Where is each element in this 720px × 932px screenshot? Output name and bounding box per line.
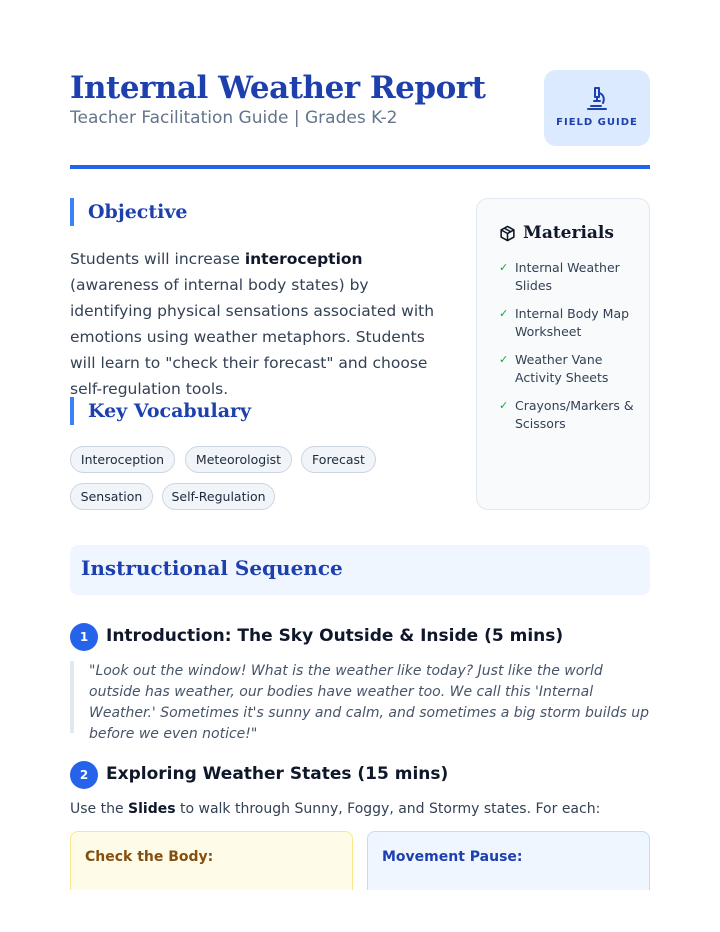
microscope-icon: [585, 85, 609, 111]
page-header: [70, 70, 650, 170]
materials-item: ✓ Internal Body Map Worksheet: [499, 306, 630, 339]
check-the-body-card: [70, 831, 353, 893]
step-number-1: 1: [70, 623, 98, 651]
header-divider: [70, 165, 650, 169]
vocab-chip-forecast: Forecast: [301, 446, 376, 473]
step-title-2: Exploring Weather States (15 mins): [106, 764, 449, 784]
objective-text: Students will increase interoception (awareness of internal body states) by identifying physical sensations associated with emotions using weather metaphors. Students will learn to "check their forecast" and choose self-regulation tools.: [70, 250, 435, 398]
step-2-intro: Use the Slides to walk through Sunny, Foggy, and Stormy states. For each:: [70, 801, 601, 817]
card-label: Check the Body:: [85, 849, 214, 865]
step-title-1: Introduction: The Sky Outside & Inside (5 mins): [106, 626, 564, 646]
materials-panel: Materials ✓ Internal Weather Slides ✓ Internal Body Map Worksheet ✓ Weather Vane Activity Sheets ✓ Crayons/Markers & Scissors: [476, 198, 650, 510]
objective-keyword: interoception: [244, 250, 363, 268]
page-title: Internal Weather Report: [70, 70, 486, 106]
page-subtitle: Teacher Facilitation Guide | Grades K-2: [70, 108, 398, 128]
materials-item: ✓ Weather Vane Activity Sheets: [499, 352, 609, 385]
badge-label: FIELD GUIDE: [556, 117, 638, 128]
vocab-chip-sensation: Sensation: [70, 483, 153, 510]
page-bottom-mask: [0, 890, 720, 932]
check-icon: ✓: [499, 307, 509, 320]
sequence-heading: Instructional Sequence: [81, 556, 343, 580]
materials-item: ✓ Crayons/Markers & Scissors: [499, 398, 634, 431]
check-icon: ✓: [499, 353, 509, 366]
card-label: Movement Pause:: [382, 849, 523, 865]
instructional-sequence-banner: [70, 545, 650, 595]
vocab-chip-self-regulation: Self-Regulation: [162, 483, 275, 510]
box-icon: [499, 225, 516, 242]
step-number-2: 2: [70, 761, 98, 789]
objective-heading: Objective: [70, 198, 188, 226]
vocab-chip-interoception: Interoception: [70, 446, 175, 473]
check-icon: ✓: [499, 261, 509, 274]
field-guide-badge: [544, 70, 650, 146]
check-icon: ✓: [499, 399, 509, 412]
slides-keyword: Slides: [128, 801, 176, 817]
materials-item: ✓ Internal Weather Slides: [499, 260, 620, 293]
movement-pause-card: [367, 831, 650, 893]
vocab-chip-meteorologist: Meteorologist: [185, 446, 292, 473]
teacher-script-quote: "Look out the window! What is the weather like today? Just like the world outside has weather, our bodies have weather too. We call this 'Internal Weather.' Sometimes it's sunny and calm, and sometimes a big storm builds up before we even notice!": [70, 661, 650, 733]
vocabulary-heading: Key Vocabulary: [70, 397, 251, 425]
